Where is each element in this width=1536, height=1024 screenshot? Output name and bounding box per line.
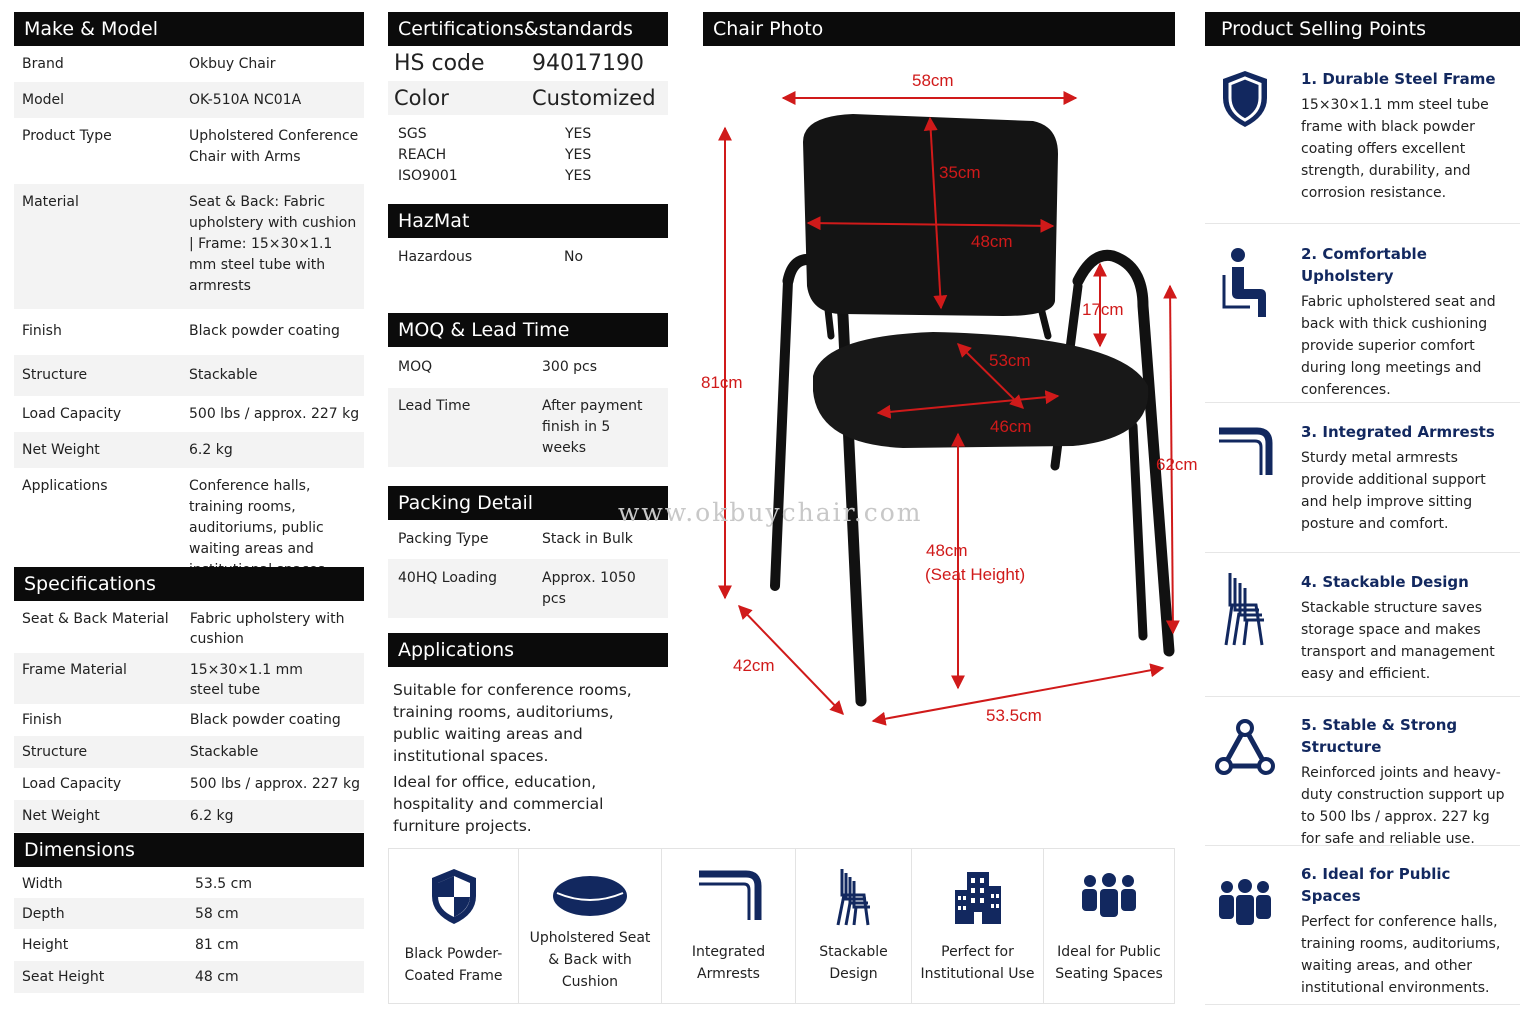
- selling-point-desc: 15×30×1.1 mm steel tube frame with black powder coating offers excellent strength, durability, and corrosion resistance.: [1301, 97, 1489, 201]
- table-row: [14, 432, 364, 468]
- row-value: Stackable: [181, 355, 364, 396]
- dim-seat-depth: 53cm: [989, 351, 1031, 370]
- selling-point-title: 4. Stackable Design: [1301, 573, 1469, 591]
- row-key: Applications: [22, 478, 108, 494]
- dimensions-header: Dimensions: [14, 833, 364, 867]
- row-value: 15×30×1.1 mm steel tube: [182, 653, 364, 704]
- row-key: Hazardous: [398, 249, 473, 265]
- selling-point-desc: Reinforced joints and heavy-duty construction support up to 500 lbs / approx. 227 kg for safe and reliable use.: [1301, 765, 1505, 847]
- dimensions-panel: [14, 833, 364, 993]
- row-key: Lead Time: [388, 388, 532, 467]
- applications-header: Applications: [388, 633, 668, 667]
- row-key: Net Weight: [14, 800, 182, 832]
- selling-point-desc: Fabric upholstered seat and back with thick cushioning provide superior comfort during long meetings and conferences.: [1301, 294, 1496, 398]
- moq-header: MOQ & Lead Time: [388, 313, 668, 347]
- selling-point: [1205, 54, 1520, 224]
- selling-point-title: 6. Ideal for Public Spaces: [1301, 865, 1451, 905]
- building-icon: [953, 868, 1003, 924]
- feature-label: Upholstered Seat & Back with Cushion: [529, 930, 651, 990]
- row-value: 6.2 kg: [181, 432, 364, 468]
- table-row: [14, 46, 364, 82]
- row-value: 500 lbs / approx. 227 kg: [189, 406, 360, 422]
- table-row: [14, 736, 364, 768]
- table-row: [14, 768, 364, 800]
- dimensions-table: [14, 867, 364, 993]
- table-row: [388, 559, 668, 618]
- feature-label: Integrated Armrests: [691, 944, 766, 982]
- selling-points-panel: [1205, 12, 1520, 46]
- selling-point-desc: Sturdy metal armrests provide additional support and help improve sitting posture and comfort.: [1301, 450, 1486, 532]
- row-value: No: [564, 249, 584, 265]
- shield-icon: [429, 866, 479, 926]
- dim-width-top: 58cm: [912, 71, 954, 90]
- feature-label: Perfect for Institutional Use: [920, 944, 1035, 982]
- selling-point-desc: Stackable structure saves storage space and makes transport and management easy and efficient.: [1301, 600, 1495, 682]
- packing-table: [388, 520, 668, 618]
- chair-photo-panel: [703, 12, 1175, 46]
- row-value: 300 pcs: [542, 359, 598, 375]
- feature-cell: [389, 849, 519, 1003]
- make-model-panel: [14, 12, 364, 588]
- row-key: Product Type: [22, 128, 112, 144]
- selling-point: [1205, 407, 1520, 553]
- table-row: [388, 238, 668, 276]
- dim-armrest-height: 17cm: [1082, 300, 1124, 319]
- moq-panel: [388, 313, 668, 467]
- selling-point-desc: Perfect for conference halls, training rooms, auditoriums, waiting areas, and other institutional environments.: [1301, 914, 1501, 996]
- dim-seat-width: 46cm: [990, 417, 1032, 436]
- cert-key: SGS: [398, 126, 427, 142]
- row-key: Width: [22, 876, 63, 892]
- selling-point-title: 1. Durable Steel Frame: [1301, 70, 1496, 88]
- row-value: Stack in Bulk: [542, 531, 633, 547]
- cert-value: YES: [565, 126, 592, 142]
- row-key: Height: [22, 937, 69, 953]
- selling-points-header: Product Selling Points: [1205, 12, 1520, 46]
- row-value: 58 cm: [187, 898, 364, 929]
- armrest-icon: [696, 870, 762, 922]
- selling-point: [1205, 700, 1520, 846]
- chair-image: [775, 255, 1169, 701]
- row-key: 40HQ Loading: [388, 559, 532, 618]
- row-value: Stackable: [182, 736, 364, 768]
- row-key: Finish: [22, 323, 62, 339]
- table-row: [14, 961, 364, 993]
- dim-seat-height-note: (Seat Height): [925, 565, 1026, 584]
- row-value: 48 cm: [187, 961, 364, 993]
- feature-cell: [912, 849, 1044, 1003]
- dim-back-width: 48cm: [971, 232, 1013, 251]
- feature-label: Stackable Design: [819, 944, 888, 982]
- feature-cell: [1044, 849, 1174, 1003]
- specifications-table: [14, 601, 364, 832]
- table-row: [14, 704, 364, 736]
- row-key: Net Weight: [14, 432, 181, 468]
- chair-photo-header: Chair Photo: [703, 12, 1175, 46]
- watermark: www.okbuychair.com: [618, 498, 923, 527]
- row-value: 53.5 cm: [195, 876, 252, 892]
- applications-text: [388, 667, 668, 837]
- stack-chairs-icon: [834, 865, 874, 927]
- feature-cell: [519, 849, 662, 1003]
- triangle-nodes-icon: [1216, 720, 1274, 776]
- dim-seat-height: 48cm: [926, 541, 968, 560]
- selling-point: [1205, 229, 1520, 403]
- cert-row: [388, 166, 668, 187]
- table-row: [14, 309, 364, 355]
- packing-header: Packing Detail: [388, 486, 668, 520]
- dim-back-height: 35cm: [939, 163, 981, 182]
- row-value: 81 cm: [195, 937, 239, 953]
- dim-overall-width: 53.5cm: [986, 706, 1042, 725]
- feature-label: Black Powder- Coated Frame: [404, 946, 503, 984]
- row-value: Black powder coating: [189, 323, 340, 339]
- row-value: Conference halls, training rooms, auditoriums, public waiting areas and: [189, 478, 324, 557]
- chair-back: [803, 114, 1058, 316]
- specifications-header: Specifications: [14, 567, 364, 601]
- row-key: Structure: [14, 355, 181, 396]
- table-row: [14, 601, 364, 653]
- cert-key: ISO9001: [398, 168, 458, 184]
- table-row: [14, 184, 364, 309]
- row-value: Fabric upholstery with cushion: [189, 611, 345, 647]
- chair-photo: [701, 46, 1198, 736]
- row-value: Upholstered Conference Chair with Arms: [189, 128, 359, 165]
- row-value: OK-510A NC01A: [181, 82, 364, 118]
- moq-table: [388, 347, 668, 467]
- applications-panel: [388, 633, 668, 841]
- row-value: Okbuy Chair: [189, 56, 276, 72]
- table-row: [14, 867, 364, 898]
- row-key: Load Capacity: [22, 406, 122, 422]
- row-key: Structure: [14, 736, 182, 768]
- people-group-icon: [1080, 873, 1138, 919]
- row-value: Black powder coating: [189, 712, 341, 728]
- hazmat-table: [388, 238, 668, 276]
- row-key: Seat & Back Material: [22, 611, 169, 627]
- row-key: Load Capacity: [22, 776, 122, 792]
- people-group-icon: [1217, 879, 1273, 927]
- row-value: Approx. 1050 pcs: [532, 559, 668, 618]
- hazmat-panel: [388, 204, 668, 276]
- selling-point-title: 3. Integrated Armrests: [1301, 423, 1495, 441]
- table-row: [388, 388, 668, 467]
- feature-cell: [662, 849, 796, 1003]
- selling-point: [1205, 849, 1520, 1005]
- table-row: [14, 396, 364, 432]
- table-row: [388, 347, 668, 388]
- selling-point-title: 2. Comfortable Upholstery: [1301, 245, 1427, 285]
- make-model-table: [14, 46, 364, 588]
- row-value: 500 lbs / approx. 227 kg: [189, 776, 360, 792]
- row-key: Brand: [22, 56, 64, 72]
- cert-row: [388, 145, 668, 166]
- hs-code-label: HS code: [394, 51, 485, 76]
- seated-person-icon: [1220, 247, 1270, 323]
- applications-paragraph: Ideal for office, education, hospitality and commercial furniture projects.: [393, 773, 604, 835]
- table-row: [14, 653, 364, 704]
- cert-row: [388, 124, 668, 145]
- row-key: Finish: [22, 712, 62, 728]
- dim-depth: 42cm: [733, 656, 775, 675]
- row-value: After payment finish in 5 weeks: [532, 388, 668, 467]
- color-label: Color: [394, 86, 449, 110]
- table-row: [14, 355, 364, 396]
- table-row: [14, 800, 364, 832]
- hs-code-row: [388, 47, 668, 81]
- row-key: Depth: [14, 898, 187, 929]
- certifications-panel: [388, 12, 668, 187]
- table-row: [14, 898, 364, 929]
- specifications-panel: [14, 567, 364, 832]
- make-model-header: Make & Model: [14, 12, 364, 46]
- certifications-header: Certifications&standards: [388, 12, 668, 46]
- cert-value: YES: [565, 168, 592, 184]
- feature-cell: [796, 849, 912, 1003]
- row-key: Frame Material: [14, 653, 182, 704]
- row-key: Packing Type: [398, 531, 489, 547]
- feature-label: Ideal for Public Seating Spaces: [1055, 944, 1163, 982]
- applications-paragraph: Suitable for conference rooms, training rooms, auditoriums, public waiting areas and institutional spaces.: [393, 681, 632, 765]
- armrest-icon: [1217, 427, 1273, 477]
- table-row: [14, 929, 364, 961]
- chair-seat: [813, 332, 1148, 448]
- shield-icon: [1219, 68, 1271, 130]
- row-value: Seat & Back: Fabric upholstery with cushion | Frame: 15×30×1.1 mm steel tube with armrests: [181, 184, 364, 309]
- row-key: MOQ: [398, 359, 433, 375]
- dim-arm-height: 62cm: [1156, 455, 1198, 474]
- cert-value: YES: [565, 147, 592, 163]
- feature-strip: [388, 848, 1175, 1004]
- row-key: Model: [14, 82, 181, 118]
- stack-chairs-icon: [1222, 569, 1268, 647]
- color-value: Customized: [532, 86, 656, 110]
- table-row: [14, 82, 364, 118]
- cert-key: REACH: [398, 147, 447, 163]
- row-key: Seat Height: [14, 961, 187, 993]
- table-row: [14, 118, 364, 184]
- row-value: 6.2 kg: [182, 800, 364, 832]
- color-row: [388, 81, 668, 115]
- selling-point-title: 5. Stable & Strong Structure: [1301, 716, 1458, 756]
- row-key: Material: [14, 184, 181, 309]
- hs-code-value: 94017190: [532, 51, 644, 76]
- hazmat-header: HazMat: [388, 204, 668, 238]
- cushion-icon: [551, 873, 629, 919]
- dim-total-height: 81cm: [701, 373, 743, 392]
- selling-point: [1205, 557, 1520, 697]
